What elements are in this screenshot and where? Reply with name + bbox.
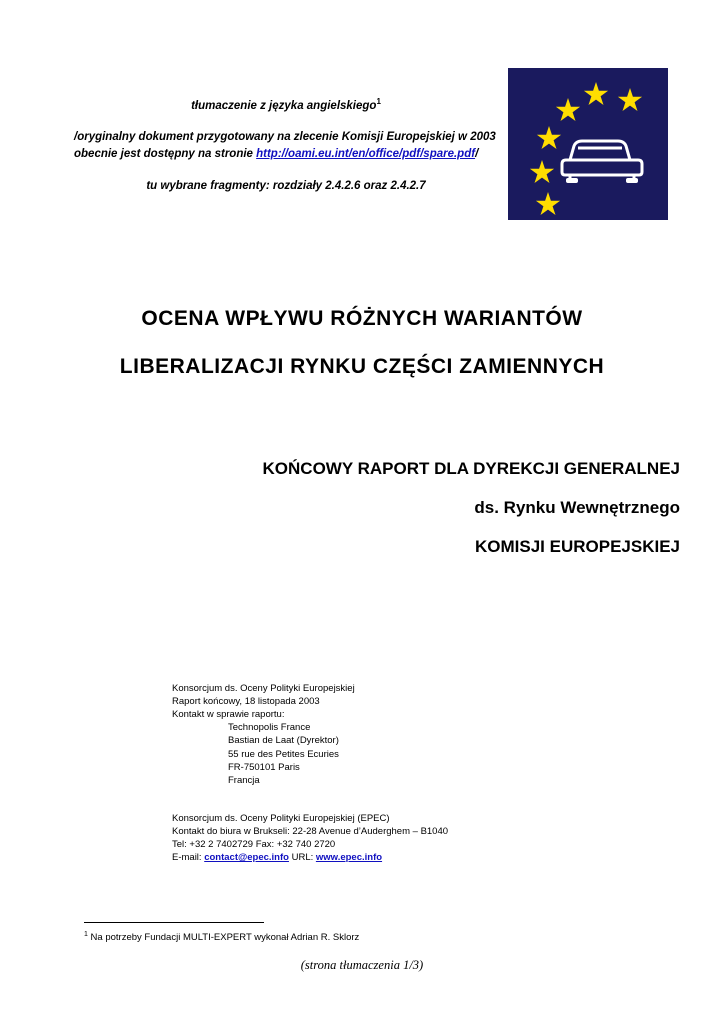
page-title-line-1: OCENA WPŁYWU RÓŻNYCH WARIANTÓW xyxy=(141,307,583,330)
footnote xyxy=(84,930,359,945)
header-note-line-4: tu wybrane fragmenty: rozdziały 2.4.2.6 oraz 2.4.2.7 xyxy=(146,179,426,192)
contact-city: FR-750101 Paris xyxy=(228,761,300,773)
report-subtitle-line-3: KOMISJI EUROPEJSKIEJ xyxy=(474,537,680,556)
header-note-line-1-text: tłumaczenie z języka angielskiego xyxy=(191,99,377,112)
eu-flag-car-logo xyxy=(508,68,668,220)
page-footer: (strona tłumaczenia 1/3) xyxy=(300,958,424,972)
header-note-spacer-2 xyxy=(74,164,498,178)
header-note-line-2-text: /oryginalny dokument przygotowany na zlecenie Komisji Europejskiej w 2003 xyxy=(74,131,496,144)
epec-email-label: E-mail: xyxy=(172,852,205,864)
contact-person: Bastian de Laat (Dyrektor) xyxy=(228,735,339,747)
translation-header-note xyxy=(74,96,498,195)
page-title xyxy=(62,308,662,377)
report-subtitle xyxy=(180,460,680,555)
header-note-line-1 xyxy=(74,96,498,115)
header-note-line-2 xyxy=(74,129,498,146)
page-title-line-2: LIBERALIZACJI RYNKU CZĘŚCI ZAMIENNYCH xyxy=(119,355,605,378)
contact-street: 55 rue des Petites Ecuries xyxy=(228,748,339,760)
report-contact-block xyxy=(172,682,355,787)
header-note-line-3-prefix: obecnie jest dostępny na stronie xyxy=(74,148,257,161)
header-note-line-3-suffix: / xyxy=(475,148,479,161)
epec-email-url xyxy=(172,851,448,864)
footnote-marker: 1 xyxy=(84,931,88,938)
footnote-separator xyxy=(84,922,264,923)
epec-email-link[interactable]: contact@epec.info xyxy=(204,852,289,864)
header-note-spacer xyxy=(74,115,498,129)
epec-consortium: Konsorcjum ds. Oceny Polityki Europejskiej (EPEC) xyxy=(172,813,390,824)
contact-label: Kontakt w sprawie raportu: xyxy=(172,709,285,721)
epec-url-label: URL: xyxy=(288,852,316,864)
footnote-marker-inline: 1 xyxy=(376,97,381,106)
contact-consortium: Konsorcjum ds. Oceny Polityki Europejskiej xyxy=(172,683,355,694)
epec-brussels-office: Kontakt do biura w Brukseli: 22-28 Avenue d’Auderghem – B1040 xyxy=(172,826,449,838)
footnote-text: Na potrzeby Fundacji MULTI-EXPERT wykonał Adrian R. Sklorz xyxy=(90,932,360,944)
spare-pdf-link[interactable]: http://oami.eu.int/en/office/pdf/spare.pdf xyxy=(256,148,476,161)
epec-phone-fax: Tel: +32 2 7402729 Fax: +32 740 2720 xyxy=(172,839,336,851)
report-subtitle-line-2: ds. Rynku Wewnętrznego xyxy=(474,498,680,517)
epec-website-link[interactable]: www.epec.info xyxy=(315,852,383,864)
contact-organisation: Technopolis France xyxy=(228,722,311,734)
contact-country: Francja xyxy=(228,774,260,786)
contact-report-date: Raport końcowy, 18 listopada 2003 xyxy=(172,696,320,708)
epec-contact-block xyxy=(172,812,448,864)
header-note-line-3 xyxy=(74,146,498,163)
report-subtitle-line-1: KOŃCOWY RAPORT DLA DYREKCJI GENERALNEJ xyxy=(262,459,680,478)
